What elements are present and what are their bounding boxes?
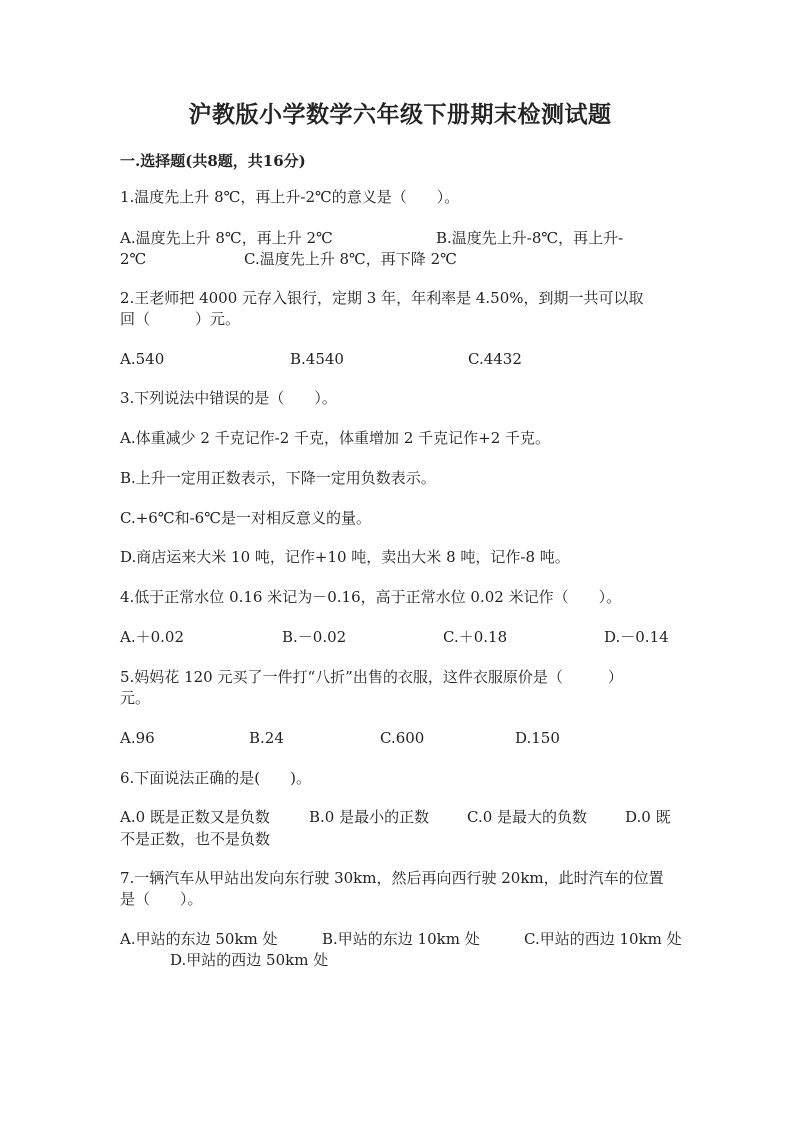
q6-option-d-continued: 不是正数，也不是负数 [120,830,271,848]
q1-option-c: C.温度先上升 8℃，再下降 2℃ [244,250,457,268]
q7-option-d: D.甲站的西边 50km 处 [170,951,329,969]
q1-option-b-continued: 2℃ [120,250,147,268]
q4-option-d: D.－0.14 [604,628,669,646]
q7-option-c: C.甲站的西边 10km 处 [524,930,682,948]
q1-option-b: B.温度先上升-8℃，再上升- [436,229,624,247]
q6-option-b: B.0 是最小的正数 [309,808,430,826]
q3-option-a: A.体重减少 2 千克记作-2 千克，体重增加 2 千克记作+2 千克。 [120,429,551,447]
q4-option-a: A.＋0.02 [120,628,184,646]
question-2-stem-line-2: 回（ ）元。 [120,310,241,328]
question-1-stem: 1.温度先上升 8℃，再上升-2℃的意义是（ ）。 [120,188,460,206]
question-7-stem-line-2: 是（ ）。 [120,890,203,908]
question-7-stem-line-1: 7.一辆汽车从甲站出发向东行驶 30km，然后再向西行驶 20km，此时汽车的位置 [120,869,664,887]
q2-option-b: B.4540 [290,350,344,368]
q6-option-d: D.0 既 [625,808,671,826]
q6-option-c: C.0 是最大的负数 [467,808,588,826]
page-title: 沪教版小学数学六年级下册期末检测试题 [188,101,612,128]
q5-option-d: D.150 [515,729,560,747]
q5-option-c: C.600 [380,729,425,747]
question-6-stem: 6.下面说法正确的是( )。 [120,769,312,787]
question-5-stem-line-1: 5.妈妈花 120 元买了一件打“八折”出售的衣服，这件衣服原价是（ ） [120,668,623,686]
q1-option-a: A.温度先上升 8℃，再上升 2℃ [120,229,333,247]
q2-option-a: A.540 [120,350,165,368]
q5-option-a: A.96 [120,729,155,747]
q4-option-b: B.－0.02 [282,628,347,646]
question-5-stem-line-2: 元。 [120,689,151,707]
q4-option-c: C.＋0.18 [443,628,508,646]
q3-option-c: C.+6℃和-6℃是一对相反意义的量。 [120,509,371,527]
section-heading: 一.选择题(共8题，共16分) [120,152,306,170]
question-4-stem: 4.低于正常水位 0.16 米记为－0.16，高于正常水位 0.02 米记作（ ）。 [120,588,622,606]
q3-option-b: B.上升一定用正数表示，下降一定用负数表示。 [120,469,436,487]
q3-option-d: D.商店运来大米 10 吨，记作+10 吨，卖出大米 8 吨，记作-8 吨。 [120,548,570,566]
q7-option-a: A.甲站的东边 50km 处 [120,930,278,948]
q7-option-b: B.甲站的东边 10km 处 [322,930,480,948]
question-2-stem-line-1: 2.王老师把 4000 元存入银行，定期 3 年，年利率是 4.50%，到期一共可以取 [120,289,644,307]
q6-option-a: A.0 既是正数又是负数 [120,808,270,826]
q2-option-c: C.4432 [468,350,522,368]
q5-option-b: B.24 [249,729,284,747]
question-3-stem: 3.下列说法中错误的是（ ）。 [120,389,337,407]
